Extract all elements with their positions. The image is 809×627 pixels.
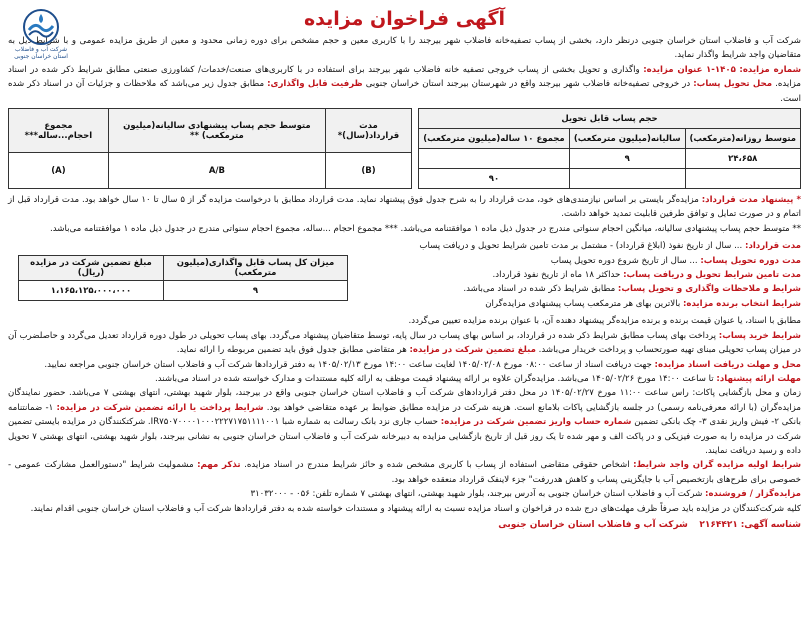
- prep-text: حداکثر ۱۸ ماه از تاریخ نفوذ قرارداد.: [492, 270, 621, 281]
- account-label: شماره حساب واریز تضمین شرکت در مزایده:: [440, 417, 632, 428]
- opening-paragraph: [8, 386, 801, 458]
- winner-line: [348, 297, 801, 311]
- price-table-wrap: [8, 239, 348, 311]
- conditions-text: مطابق شرایط ذکر شده در اسناد می‌باشد.: [463, 284, 616, 295]
- volume-annual-value: ۹: [569, 149, 685, 169]
- address-label: مزایده‌گزار / فروشنده:: [705, 489, 801, 500]
- delivery-period-label: مدت دوره تحویل پساب:: [700, 255, 801, 266]
- prep-label: مدت تامین شرایط تحویل و دریافت پساب:: [623, 270, 801, 281]
- qualification-label: شرایط اولیه مزایده گران واجد شرایط:: [633, 460, 802, 471]
- payment-text: ۱- ضمانتنامه بانکی ۲- فیش واریز نقدی ۳- چک بانکی تضمین: [8, 402, 802, 428]
- footer-company: شرکت آب و فاضلاب استان خراسان جنوبی: [498, 519, 688, 530]
- delivery-location-label: محل تحویل پساب:: [693, 79, 773, 90]
- auction-number-label: شماره مزایده:: [739, 64, 802, 75]
- contract-text: ... سال از تاریخ نفوذ (ابلاغ قرارداد) - مشتمل بر مدت تامین شرایط تحویل و دریافت پساب: [419, 241, 743, 252]
- guarantee-label: مبلغ تضمین شرکت در مزایده:: [409, 345, 536, 356]
- docs-paragraph: [8, 358, 801, 372]
- notes-line: ** متوسط حجم پساب پیشنهادی سالیانه، میانگین احجام سنواتی مندرج در جدول ذیل ماده ۱ موافقتنامه می‌باشد. *** مجموع احجام ...ساله، مجموع احجام سنواتی مندرج در جدول ذیل ماده ۱ موافقتنامه می‌باشد.: [50, 223, 801, 234]
- qualification-paragraph: [8, 458, 801, 487]
- proposal-header-duration: مدت قرارداد(سال)*: [325, 109, 411, 153]
- conditions-line: [348, 282, 801, 296]
- submit-text: تا ساعت ۱۴:۰۰ مورخ ۱۴۰۵/۰۲/۲۶ می‌باشد. مزایده‌گران علاوه بر ارائه پیشنهاد قیمت موظف به ارائه کلیه مستندات و مدارک خواسته شده در اسناد می‌باشند.: [155, 373, 714, 384]
- footer-line: [8, 518, 801, 532]
- volume-empty-cell: [419, 149, 570, 169]
- duration-label: * پیشنهاد مدت قرارداد:: [701, 195, 801, 206]
- auction-subject: واگذاری و تحویل بخشی از پساب خروجی تصفیه خانه فاضلاب شهر بیرجند برای استفاده در با کاربری‌های صنعت/خدمات/ کشاورزی صنعتی مطابق شرایط ذکر شده در اسناد مزایده.: [8, 64, 801, 90]
- price-volume-value: ۹: [163, 281, 347, 301]
- phone-text: شماره تلفن: ۰۵۶ - ۳۱۰۳۲۰۰۰: [250, 489, 358, 500]
- auction-details: [8, 63, 801, 106]
- docs-label: محل و مهلت دریافت اسناد مزایده:: [654, 359, 801, 370]
- guarantee-text: هر متقاضی مطابق جدول فوق باید تضمین مربوطه را ارائه نماید.: [176, 345, 407, 356]
- volume-header-daily: متوسط روزانه(مترمکعب): [685, 129, 800, 149]
- proposal-duration-value: (B): [325, 153, 411, 189]
- contract-line: [348, 239, 801, 253]
- proposal-header-total: مجموع احجام...ساله***: [9, 109, 109, 153]
- closing-paragraph: کلیه شرکت‌کنندگان در مزایده باید صرفاً ظرف مهلت‌های درج شده در فراخوان و اسناد مزایده نسبت به ارائه پیشنهاد و مستندات خواسته شده به دفتر قراردادها شرکت آب و فاضلاب استان خراسان جنوبی اقدام نمایند.: [30, 503, 801, 514]
- important-note-text: مشمولیت شرایط "دستورالعمل مشارکت عمومی - خصوصی برای طرح‌های بازتخصیص آب با جایگزینی پساب و کاهش هدررفت" جزء لاینفک قرارداد منعقده خواهد بود.: [8, 460, 801, 485]
- opening-text: زمان و محل بازگشایی پاکات: راس ساعت ۱۱:۰۰ مورخ ۱۴۰۵/۰۲/۲۷ در محل دفتر قراردادهای شرکت آب و فاضلاب استان خراسان جنوبی واقع در بیرجند، بلوار شهید بهشتی، انتهای بهشتی ۷ می‌باشد. حضور نمایندگان مزایده‌گران (با ارائه معرفی‌نامه رسمی) در جلسه بازگشایی پاکات بلامانع است. هزینه شرکت در مزایده مطابق ضوابط بر عهده متقاضی خواهد بود.: [8, 388, 802, 413]
- logo-caption: شرکت آب و فاضلاب استان خراسان جنوبی: [14, 46, 68, 60]
- conditions-label: شرایط و ملاحظات واگذاری و تحویل پساب:: [617, 284, 801, 295]
- contract-label: مدت قرارداد:: [745, 241, 801, 252]
- duration-text: مزایده‌گر بایستی بر اساس نیازمندی‌های خود، مدت قرارداد را به شرح جدول فوق پیشنهاد نماید. مدت قرارداد مطابق با درخواست مزایده گر از ۵ سال تا ۱۰ سال خواهد بود. مدت قرارداد قبل از اتمام و در صورت تمایل و توافق طرفین قابلیت تمدید خواهد داشت.: [8, 195, 801, 220]
- delivery-location: در خروجی تصفیه‌خانه فاضلاب شهر بیرجند واقع در شهرستان بیرجند استان خراسان جنوبی: [365, 79, 691, 90]
- intro-paragraph: شرکت آب و فاضلاب استان خراسان جنوبی درنظر دارد، بخشی از پساب تصفیه‌خانه فاضلاب شهر بیرجند را با کاربری معین و حجم مشخص برای دوره زمانی محدود و معین از طریق مزایده عمومی و با شرایط ذیل به متقاضیان واجد شرایط واگذار نماید.: [8, 36, 801, 61]
- payment-label: شرایط پرداخت یا ارائه تضمین شرکت در مزایده:: [56, 402, 264, 413]
- winner-label: شرایط انتخاب برنده مزایده:: [682, 298, 801, 309]
- company-logo: [10, 8, 72, 70]
- account-text: حساب جاری نزد بانک رسالت به شماره شبا IR۷۵۰۷۰۰۰۰۱۰۰۰۲۲۲۷۱۷۵۱۱۱۱۰۰۱. شرکتکنندگان در مزایده بایستی تضمین شرکت در مزایده را به صورت فیزیکی و در پاکت الف و مهر شده تا یک روز قبل از تاریخ بازگشایی مزایده به دبیرخانه شرکت آب و فاضلاب استان خراسان جنوبی به نشانی بیرجند، بلوار شهید بهشتی، انتهای بهشتی ۷ تحویل داده و رسید دریافت نمایند.: [8, 417, 801, 456]
- proposal-table: [8, 108, 412, 189]
- submit-paragraph: [8, 372, 801, 386]
- duration-paragraph: [8, 193, 801, 222]
- price-header-volume: میزان کل پساب قابل واگذاری(میلیون مترمکعب): [163, 256, 347, 281]
- qualification-text: اشخاص حقوقی متقاضی استفاده از پساب با کاربری مشخص شده و حائز شرایط مندرج در اسناد مزایده.: [244, 460, 630, 471]
- volume-header-total: مجموع ۱۰ ساله(میلیون مترمکعب): [419, 129, 570, 149]
- delivery-period-line: [348, 254, 801, 268]
- purchase-text: پرداخت بهای پساب مطابق شرایط ذکر شده در قرارداد، بر اساس بهای پساب در سال پایه، توسط متقاضیان پیشنهاد می‌گردد. بهای پساب تحویلی در طول دوره قرارداد تعدیل می‌گردد و حاصلضرب آن در میزان پساب تحویلی مبنای تهیه صورتحساب و پرداخت خریدار می‌باشد.: [8, 330, 801, 356]
- price-header-guarantee: مبلغ تضمین شرکت در مزایده (ریال): [19, 256, 164, 281]
- ad-id: ۲۱۶۴۴۲۱: [699, 519, 738, 530]
- ad-id-label: شناسه آگهی:: [740, 519, 801, 530]
- winner-text: بالاترین بهای هر مترمکعب پساب پیشنهادی مزایده‌گران: [485, 298, 681, 309]
- proposal-header-annual: متوسط حجم پساب پیشنهادی سالیانه(میلیون مترمکعب) **: [108, 109, 325, 153]
- winner-note: مطابق با اسناد، یا عنوان قیمت برنده و برنده مزایده‌گر پیشنهاد دهنده آن، با عنوان برنده مزایده تعیین می‌گردد.: [408, 316, 801, 327]
- volume-total-value: ۹۰: [419, 169, 570, 189]
- address-paragraph: [8, 487, 801, 501]
- important-note-label: تذکر مهم:: [197, 460, 241, 471]
- submit-label: مهلت ارائه پیشنهاد:: [716, 373, 801, 384]
- delivery-period-text: ... سال از تاریخ شروع دوره تحویل پساب: [550, 255, 698, 266]
- address-text: شرکت آب و فاضلاب استان خراسان جنوبی به آدرس بیرجند، بلوار شهید بهشتی، انتهای بهشتی ۷: [360, 489, 703, 500]
- price-table: [18, 255, 348, 301]
- price-block: [8, 239, 801, 311]
- prep-line: [348, 268, 801, 282]
- auction-subject-label: عنوان مزایده:: [643, 64, 703, 75]
- contract-terms: [348, 239, 801, 311]
- proposal-total-value: (A): [9, 153, 109, 189]
- capacity-text: مطابق جدول زیر می‌باشد که ملاحظات و جزئیات آن در اسناد ذکر شده است.: [8, 79, 801, 104]
- volume-table-caption: حجم پساب قابل تحویل: [419, 109, 801, 129]
- purchase-paragraph: [8, 329, 801, 358]
- tables-row: [8, 108, 801, 189]
- page-title: آگهی فراخوان مزایده: [303, 8, 506, 30]
- proposal-annual-value: A/B: [108, 153, 325, 189]
- price-guarantee-value: ۱،۱۶۵،۱۲۵،۰۰۰،۰۰۰: [19, 281, 164, 301]
- volume-empty-cell: [569, 169, 685, 189]
- capacity-label: ظرفیت قابل واگذاری:: [267, 79, 363, 90]
- volume-daily-value: ۲۴،۶۵۸: [685, 149, 800, 169]
- purchase-label: شرایط خرید پساب:: [718, 330, 801, 341]
- volume-empty-cell: [685, 169, 800, 189]
- volume-header-annual: سالیانه(میلیون مترمکعب): [569, 129, 685, 149]
- volume-table: [418, 108, 801, 189]
- docs-text: جهت دریافت اسناد از ساعت ۰۸:۰۰ مورخ ۱۴۰۵/۰۲/۰۸ لغایت ساعت ۱۴:۰۰ مورخ ۱۴۰۵/۰۲/۱۳ به دفتر قراردادها شرکت آب و فاضلاب استان خراسان جنوبی مراجعه نمایید.: [44, 359, 652, 370]
- water-drop-logo-icon: [19, 8, 63, 46]
- auction-number: ۱۴۰۵-۱: [706, 64, 736, 75]
